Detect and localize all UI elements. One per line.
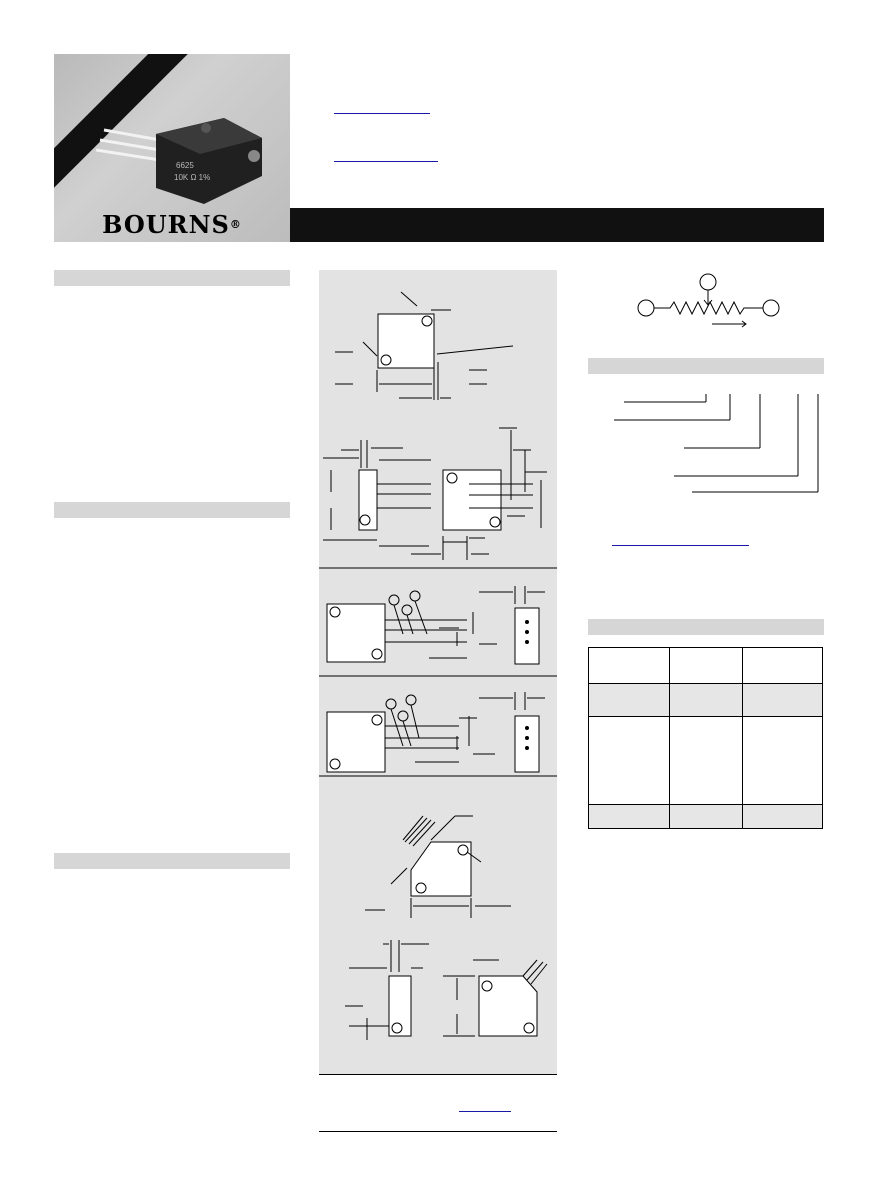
table-cell	[589, 805, 670, 829]
ordering-link[interactable]	[612, 545, 749, 546]
ordering-code-diagram	[588, 390, 824, 500]
header-link-1[interactable]	[334, 113, 430, 114]
section-header-how-to-order	[588, 358, 824, 374]
table-cell	[589, 648, 670, 684]
table-cell	[670, 684, 743, 717]
table-cell	[743, 648, 823, 684]
table-header-row	[589, 648, 823, 684]
product-photo	[54, 54, 290, 242]
section-header-specifications	[54, 502, 290, 518]
table-row	[589, 684, 823, 717]
section-header-table	[588, 619, 824, 635]
panel-bottom-rule	[319, 1074, 557, 1075]
table-cell	[670, 717, 743, 805]
table-cell	[743, 717, 823, 805]
table-cell	[670, 805, 743, 829]
dimension-drawings	[319, 270, 557, 1074]
table-cell	[743, 805, 823, 829]
dimension-drawings-panel	[319, 270, 557, 1074]
title-bar	[290, 208, 824, 242]
table-cell	[589, 684, 670, 717]
marking-line-1: 6625	[176, 161, 194, 170]
header-link-2[interactable]	[334, 161, 438, 162]
table-row	[589, 805, 823, 829]
section-header-features	[54, 270, 290, 286]
panel-footer-rule	[319, 1131, 557, 1132]
logo-text: BOURNS	[102, 209, 230, 239]
table-cell	[589, 717, 670, 805]
resistor-schematic	[630, 268, 790, 332]
marking-line-2: 10K Ω 1%	[174, 173, 211, 182]
logo-registered-mark: ®	[229, 217, 242, 231]
table-cell	[670, 648, 743, 684]
potentiometer-illustration	[94, 104, 274, 214]
section-header-environmental	[54, 853, 290, 869]
table-cell	[743, 684, 823, 717]
spec-table	[588, 647, 823, 829]
drawing-note-link[interactable]	[459, 1111, 511, 1112]
bourns-logo	[54, 206, 290, 242]
table-row	[589, 717, 823, 805]
